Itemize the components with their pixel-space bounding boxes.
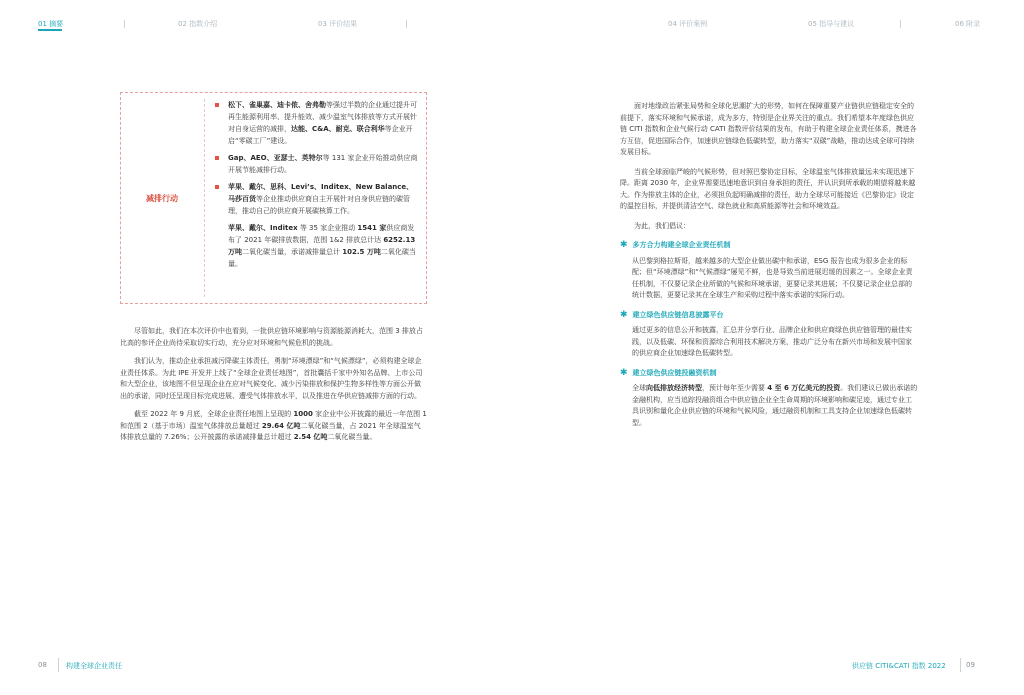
- asterisk-icon: ✱: [620, 367, 628, 378]
- callout-content: [212, 99, 418, 270]
- paragraph: 我们认为，推动企业承担减污降碳主体责任，勇制“环境漂绿”和“气候漂绿”，必须构建全球企业责任体系。为此 IPE 开发并上线了“全球企业责任地图”，首批囊括千家中外知名品牌、上市公司和大型企业，该地图不但呈现企业在应对气候变化、减少污染排放和保护生物多样性等方面公开做出的承诺，同时还呈现目标完成进展、遭受气体排放水平，以及推进在华供应链减排方面的行动。: [120, 357, 423, 400]
- left-body-text: [120, 326, 427, 451]
- nav-separator: [900, 20, 901, 28]
- paragraph: 尽管如此，我们在本次评价中也看到，一批供应链环境影响与资源能源消耗大，范围 3 排放占比高的参评企业尚待采取切实行动，充分应对环境和气候危机的挑战。: [120, 327, 423, 347]
- callout-bullet: Gap、AEO、亚瑟士、英特尔等 131 家企业开始推动供应商开展节能减排行动。: [212, 152, 418, 176]
- nav-separator: [406, 20, 407, 28]
- paragraph: 截至 2022 年 9 月底，全球企业责任地图上呈现的 1000 家企业中公开披露的最近一年范围 1 和范围 2（基于市场）温室气体排放总量超过 29.64 亿吨二氧化碳当量，占 2021 年全球温室气体排放总量的 7.26%；公开披露的承诺减排量总计超过 2.54 亿吨二氧化碳当量。: [120, 410, 427, 441]
- recommendation-text: 全球向低排放经济转型，预计每年至少需要 4 至 6 万亿美元的投资。我们建议已做出承诺的金融机构，应当追踪投融资组合中供应链企业全生命周期的环境影响和碳足迹，通过专业工具识别和量化企业供应链的环境和气候风险，通过融资机制和工具支持企业加速绿色低碳转型。: [632, 384, 918, 427]
- nav-tab-guidance[interactable]: 05 指导与建议: [808, 20, 855, 28]
- recommendation-heading: ✱ 建立绿色供应链信息披露平台: [620, 309, 724, 320]
- nav-separator: [124, 20, 125, 28]
- footer-divider: [58, 658, 59, 672]
- recommendation-heading: ✱ 多方合力构建全球企业责任机制: [620, 240, 731, 250]
- nav-tab-index-intro[interactable]: 02 指数介绍: [178, 20, 218, 28]
- page-number-left: 08: [38, 661, 47, 669]
- nav-tab-summary[interactable]: 01 摘要: [38, 20, 64, 28]
- callout-summary: 苹果、戴尔、Inditex 等 35 家企业推动 1541 家供应商发布了 2021 年碳排放数据，范围 1&2 排放总计达 6252.13 万吨二氧化碳当量，承诺减排量总计 102.5 万吨二氧化碳当量。: [228, 224, 416, 268]
- callout-divider: [204, 99, 206, 297]
- footer-section-title: 构建全球企业责任: [66, 662, 122, 670]
- footer-report-title: 供应链 CITI&CATI 指数 2022: [852, 662, 946, 670]
- callout-bullet: 苹果、戴尔、思科、Levi’s、Inditex、New Balance、马莎百货等企业推动供应商自主开展针对自身供应链的碳管理，推动自己的供应商开展碳核算工作。: [212, 181, 418, 217]
- lead-sentence: 为此，我们倡议：: [634, 221, 690, 230]
- paragraph: 面对地缘政治紧张局势和全球化思潮扩大的形势，如何在保障重要产业链供应链稳定安全的前提下，落实环境和气候承诺，成为多方，特别是企业界关注的重点。我们希望本年度绿色供应链 CITI 指数和企业气候行动 CATI 指数评价结果的发布，有助于构建全球企业责任体系，携进各方互信，促进国际合作，加速供应链绿色低碳转型，助力落实“双碳”战略，推动达成全球可持续发展目标。: [620, 102, 917, 156]
- recommendation-heading: ✱ 建立绿色供应链投融资机制: [620, 367, 717, 378]
- paragraph: 当前全球面临严峻的气候形势，但对照巴黎协定目标，全球温室气体排放量远未实现迅速下降。距离 2030 年，企业界需要迅速地意识到自身承担的责任，并认识到所承载的期望将越来越大。作为排放主体的企业，必须担负起明确减排的责任，助力全球尽可能接近《巴黎协定》设定的温控目标，并提供清洁空气、绿色就业和高质能源等社会和环境效益。: [620, 167, 916, 210]
- active-tab-underline: [38, 29, 62, 31]
- top-navigation: [0, 14, 1024, 30]
- nav-tab-evaluation-cases[interactable]: 04 评价案例: [668, 20, 708, 28]
- callout-bullet: 松下、雀巢嘉、迪卡侬、舍弗勒等强过半数的企业通过提升可再生能源利用率、提升能效、减少温室气体排放等方式开展针对自身运营的减排，达能、C&A、耐克、联合利华等企业开启“零碳工厂”建设。: [212, 99, 418, 147]
- asterisk-icon: ✱: [620, 309, 628, 320]
- nav-tab-evaluation-results[interactable]: 03 评价结果: [318, 20, 358, 28]
- footer-divider: [960, 658, 961, 672]
- right-body-text: [620, 101, 918, 437]
- recommendation-text: 通过更多的信息公开和披露，汇总并分享行业、品牌企业和供应商绿色供应链管理的最佳实践，以及低碳、环保和资源综合利用技术解决方案，推动广泛分布在新兴市场和发展中国家的供应商企业加速绿色低碳转型。: [632, 326, 912, 357]
- page-number-right: 09: [966, 661, 975, 669]
- asterisk-icon: ✱: [620, 240, 628, 250]
- callout-label: 减排行动: [146, 193, 178, 203]
- recommendation-text: 从巴黎到格拉斯哥，越来越多的大型企业做出碳中和承诺，ESG 报告也成为很多企业的标配；但“环境漂绿”和“气候漂绿”屡见不鲜，也是导致当前进展迟缓的因素之一。全球企业责任机制，不仅要记录企业所做的气候和环境承诺，更要记录其进展；不仅要记录企业总部的统计数据，更要记录其在全球生产和采购过程中落实承诺的实际行动。: [632, 256, 913, 299]
- nav-tab-appendix[interactable]: 06 附录: [955, 20, 981, 28]
